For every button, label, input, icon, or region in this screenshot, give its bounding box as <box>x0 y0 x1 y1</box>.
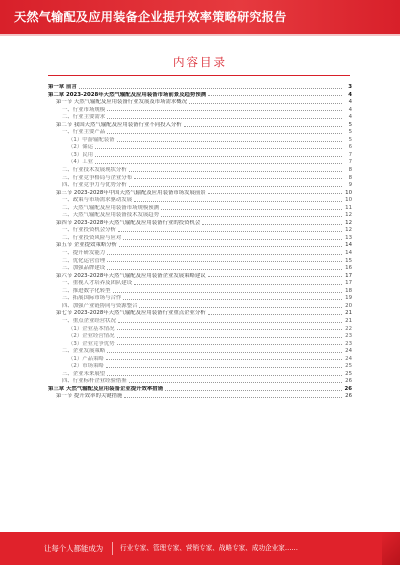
toc-leader-dots <box>107 109 342 111</box>
toc-entry-title: 四、行业标杆企业经验借鉴 <box>62 378 127 385</box>
toc-leader-dots <box>161 215 342 217</box>
header-divider <box>0 34 400 36</box>
toc-page-number: 20 <box>345 302 352 309</box>
toc-page-number: 5 <box>348 136 352 143</box>
toc-entry[interactable] <box>48 393 352 401</box>
toc-page-number: 26 <box>345 393 352 400</box>
toc-leader-dots <box>208 192 342 194</box>
toc-entry[interactable] <box>48 152 352 160</box>
toc-entry-title: 一、行业投资机会分析 <box>62 227 116 234</box>
toc-entry[interactable] <box>48 303 352 311</box>
toc-page-number: 8 <box>348 167 352 174</box>
toc-page-number: 17 <box>345 272 352 279</box>
toc-chapter-entry[interactable] <box>48 84 352 92</box>
toc-leader-dots <box>161 208 342 210</box>
toc-leader-dots <box>202 223 342 225</box>
toc-leader-dots <box>124 396 342 398</box>
toc-leader-dots <box>95 155 342 157</box>
toc-leader-dots <box>107 253 342 255</box>
toc-entry-title: 第三章 天然气输配及应用装备企业提升效率措施 <box>48 385 164 392</box>
toc-entry[interactable] <box>48 258 352 266</box>
toc-page-number: 22 <box>345 325 352 332</box>
toc-entry[interactable] <box>48 371 352 379</box>
toc-entry-title: 第三节 2023-2028年中国天然气输配及应用装备市场发展前景 <box>56 189 206 196</box>
toc-entry-title: 一、提升研发能力 <box>62 250 106 257</box>
toc-leader-dots <box>113 291 342 293</box>
toc-leader-dots <box>123 298 342 300</box>
toc-page-number: 14 <box>345 250 352 257</box>
toc-entry[interactable] <box>48 220 352 228</box>
toc-entry[interactable] <box>48 197 352 205</box>
toc-entry-title: 一、政策与市场需求驱动发展 <box>62 197 133 204</box>
toc-leader-dots <box>208 313 342 315</box>
toc-page-number: 3 <box>348 84 352 90</box>
toc-entry-title: 第四节 2023-2028年天然气输配及应用装备行业的投资机会 <box>56 219 201 226</box>
toc-entry-title: 一、行业主要产品 <box>62 129 106 136</box>
toc-heading: 内容目录 <box>173 55 227 69</box>
toc-entry-title: 二、企业发展策略 <box>62 348 106 355</box>
toc-page-number: 15 <box>345 257 352 264</box>
toc-entry[interactable] <box>48 190 352 198</box>
footer-separator <box>112 542 113 555</box>
toc-entry[interactable] <box>48 265 352 273</box>
toc-leader-dots <box>107 117 342 119</box>
toc-entry[interactable] <box>48 295 352 303</box>
toc-entry-title: 第二节 我国天然气输配及应用装备行业不同投入分析 <box>56 121 182 128</box>
toc-entry-title: 第一节 天然气输配及应用装备行业发展及市场需求概况 <box>56 99 188 106</box>
toc-entry[interactable] <box>48 175 352 183</box>
toc-entry[interactable] <box>48 137 352 145</box>
toc-entry-title: 第五节 企业提效策略分析 <box>56 242 118 249</box>
toc-leader-dots <box>106 358 342 360</box>
toc-entry-title: （3）民用 <box>68 151 93 158</box>
toc-entry-title: 三、企业未来展望 <box>62 370 106 377</box>
toc-page-number: 5 <box>348 121 352 128</box>
toc-leader-dots <box>107 351 342 353</box>
toc-page-number: 24 <box>345 348 352 355</box>
toc-leader-dots <box>208 94 342 96</box>
toc-entry[interactable] <box>48 273 352 281</box>
toc-page-number: 4 <box>348 91 352 98</box>
toc-leader-dots <box>123 238 342 240</box>
toc-leader-dots <box>117 140 342 142</box>
toc-leader-dots <box>107 132 342 134</box>
toc-leader-dots <box>117 328 342 330</box>
toc-page-number: 10 <box>345 197 352 204</box>
toc-page-number: 5 <box>348 129 352 136</box>
toc-entry-title: 三、行业竞争格局与企业分布 <box>62 174 133 181</box>
toc-entry-title: 二、行业主要需求 <box>62 114 106 121</box>
toc-page-number: 14 <box>345 242 352 249</box>
toc-entry[interactable] <box>48 288 352 296</box>
toc-entry-title: 二、优化运营管理 <box>62 257 106 264</box>
toc-leader-dots <box>119 245 342 247</box>
toc-chapter-entry[interactable] <box>48 386 352 394</box>
toc-entry[interactable] <box>48 212 352 220</box>
toc-entry[interactable] <box>48 167 352 175</box>
footer-slogan: 让每个人都能成为 <box>44 544 104 553</box>
toc-page-number: 23 <box>345 340 352 347</box>
toc-leader-dots <box>134 283 342 285</box>
toc-entry-title: （2）市场策略 <box>68 363 104 370</box>
toc-page-number: 7 <box>348 159 352 166</box>
toc-leader-dots <box>107 260 342 262</box>
toc-leader-dots <box>118 230 342 232</box>
toc-entry-title: 二、推进数字化转型 <box>62 287 111 294</box>
toc-entry-title: 四、加强产业链协同与资源整合 <box>62 302 138 309</box>
toc-leader-dots <box>208 275 342 277</box>
toc-heading-rule <box>48 75 350 76</box>
toc-chapter-entry[interactable] <box>48 92 352 100</box>
footer-tagline: 行业专家、管理专家、营销专家、战略专家、成功企业家…… <box>120 544 299 552</box>
toc-page-number: 21 <box>345 317 352 324</box>
toc-entry[interactable] <box>48 341 352 349</box>
footer-accent-shape <box>382 532 400 565</box>
toc-entry[interactable] <box>48 250 352 258</box>
toc-entry-title: 第一章 前言 <box>48 84 77 90</box>
toc-entry[interactable] <box>48 182 352 190</box>
toc-page-number: 7 <box>348 151 352 158</box>
toc-entry[interactable] <box>48 235 352 243</box>
toc-entry[interactable] <box>48 310 352 318</box>
toc-entry[interactable] <box>48 363 352 371</box>
toc-page-number: 13 <box>345 234 352 241</box>
report-header-bar <box>0 0 400 34</box>
toc-entry-title: （4）工业 <box>68 159 93 166</box>
toc-leader-dots <box>117 336 342 338</box>
toc-entry-title: 第六节 2023-2028年天然气输配及应用装备企业发展策略建议 <box>56 272 206 279</box>
table-of-contents <box>48 84 352 401</box>
toc-leader-dots <box>79 87 342 89</box>
toc-entry-title: 二、行业投资风险与应对 <box>62 234 122 241</box>
toc-leader-dots <box>95 147 342 149</box>
toc-page-number: 21 <box>345 310 352 317</box>
toc-page-number: 12 <box>345 212 352 219</box>
toc-leader-dots <box>129 381 342 383</box>
toc-page-number: 4 <box>348 106 352 113</box>
toc-page-number: 6 <box>348 144 352 151</box>
toc-leader-dots <box>107 268 342 270</box>
toc-page-number: 10 <box>345 189 352 196</box>
toc-entry[interactable] <box>48 242 352 250</box>
toc-page-number: 11 <box>345 204 352 211</box>
toc-entry[interactable] <box>48 318 352 326</box>
toc-entry-title: 三、加强品牌建设 <box>62 265 106 272</box>
toc-entry-title: （2）企业经营情况 <box>68 333 115 340</box>
toc-entry[interactable] <box>48 129 352 137</box>
toc-leader-dots <box>134 177 342 179</box>
toc-page-number: 9 <box>348 182 352 189</box>
toc-entry-title: 三、拓展国际市场与合作 <box>62 295 122 302</box>
toc-page-number: 16 <box>345 265 352 272</box>
toc-entry-title: 一、重点企业经营状况 <box>62 317 116 324</box>
toc-entry[interactable] <box>48 99 352 107</box>
toc-entry[interactable] <box>48 205 352 213</box>
toc-page-number: 4 <box>348 114 352 121</box>
toc-leader-dots <box>134 200 342 202</box>
toc-leader-dots <box>118 321 342 323</box>
toc-entry[interactable] <box>48 356 352 364</box>
toc-leader-dots <box>139 306 342 308</box>
toc-entry-title: 一、重视人才培养及团队建设 <box>62 280 133 287</box>
toc-page-number: 23 <box>345 333 352 340</box>
toc-entry-title: 二、天然气输配及应用装备市场规模预测 <box>62 204 160 211</box>
toc-page-number: 12 <box>345 219 352 226</box>
toc-entry-title: （1）产品策略 <box>68 355 104 362</box>
toc-entry[interactable] <box>48 333 352 341</box>
toc-entry[interactable] <box>48 378 352 386</box>
toc-page-number: 19 <box>345 295 352 302</box>
toc-leader-dots <box>165 389 342 391</box>
toc-entry-title: 二、行业技术发展现状分析 <box>62 167 127 174</box>
toc-entry[interactable] <box>48 107 352 115</box>
toc-entry-title: （1）中游输配装备 <box>68 136 115 143</box>
toc-page-number: 8 <box>348 174 352 181</box>
toc-page-number: 26 <box>344 385 352 392</box>
toc-leader-dots <box>117 343 342 345</box>
toc-entry-title: （2）储运 <box>68 144 93 151</box>
toc-entry[interactable] <box>48 280 352 288</box>
toc-entry[interactable] <box>48 159 352 167</box>
toc-entry[interactable] <box>48 227 352 235</box>
toc-entry-title: （1）企业基本情况 <box>68 325 115 332</box>
toc-leader-dots <box>106 366 342 368</box>
toc-page-number: 4 <box>348 99 352 106</box>
toc-entry-title: 四、行业竞争力与优势分析 <box>62 182 127 189</box>
toc-page-number: 12 <box>345 227 352 234</box>
footer-bar <box>0 532 400 565</box>
toc-leader-dots <box>129 185 342 187</box>
toc-entry[interactable] <box>48 122 352 130</box>
toc-entry[interactable] <box>48 114 352 122</box>
toc-entry-title: 第七节 2023-2028年天然气输配及应用装备行业重点企业分析 <box>56 310 206 317</box>
toc-leader-dots <box>184 125 342 127</box>
report-title: 天然气输配及应用装备企业提升效率策略研究报告 <box>14 10 287 24</box>
toc-leader-dots <box>129 170 342 172</box>
toc-entry[interactable] <box>48 144 352 152</box>
toc-page-number: 26 <box>345 378 352 385</box>
toc-page-number: 18 <box>345 287 352 294</box>
toc-entry-title: 一、行业市场规模 <box>62 106 106 113</box>
toc-entry-title: 第二章 2023-2028年天然气输配及应用装备市场前景及趋势预测 <box>48 91 207 98</box>
toc-page-number: 17 <box>345 280 352 287</box>
toc-leader-dots <box>107 374 342 376</box>
toc-leader-dots <box>95 162 342 164</box>
toc-page-number: 25 <box>345 370 352 377</box>
toc-page-number: 24 <box>345 355 352 362</box>
toc-entry[interactable] <box>48 326 352 334</box>
toc-entry-title: 三、天然气输配及应用装备技术发展趋势 <box>62 212 160 219</box>
toc-page-number: 25 <box>345 363 352 370</box>
toc-entry-title: 第一节 提升效率的关键措施 <box>56 393 123 400</box>
toc-entry-title: （3）企业竞争优势 <box>68 340 115 347</box>
toc-leader-dots <box>189 102 342 104</box>
toc-entry[interactable] <box>48 348 352 356</box>
